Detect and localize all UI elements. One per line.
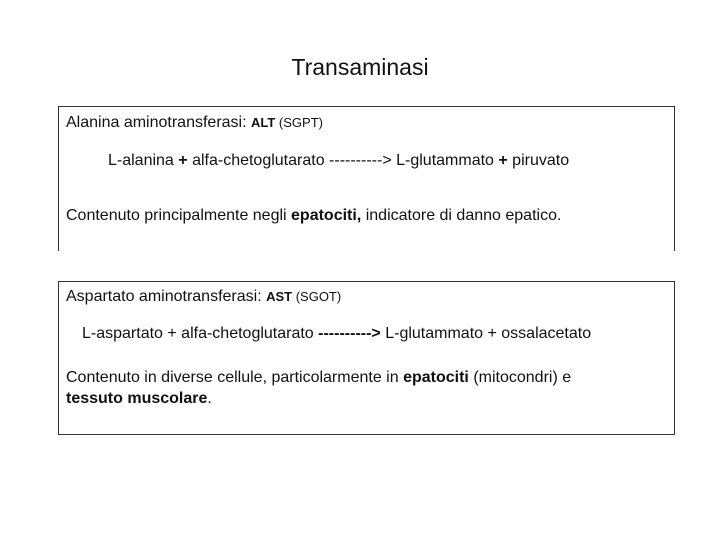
ast-substrate: L-aspartato <box>82 325 163 342</box>
ast-box <box>58 281 675 435</box>
alt-alt-abbreviation: (SGPT) <box>275 115 323 130</box>
alt-product-2: piruvato <box>512 152 570 169</box>
alt-desc-suffix: indicatore di danno epatico. <box>361 207 562 224</box>
alt-reaction <box>108 151 569 171</box>
alt-product-1: L-glutammato <box>396 152 494 169</box>
slide-title: Transaminasi <box>291 54 429 80</box>
alt-enzyme-name: Alanina aminotransferasi: <box>66 114 251 131</box>
alt-description <box>66 206 561 226</box>
alt-plus-2: + <box>493 152 513 169</box>
ast-desc-suffix: (mitocondri) e <box>468 369 572 386</box>
ast-heading <box>66 287 341 307</box>
ast-desc-cells: epatociti <box>403 369 469 386</box>
ast-description-line-2 <box>66 389 212 409</box>
ast-alt-abbreviation: (SGOT) <box>292 289 342 304</box>
ast-desc-tissue: tessuto muscolare <box>66 390 208 407</box>
alt-abbreviation: ALT <box>250 115 276 130</box>
alt-substrate: L-alanina <box>108 152 174 169</box>
ast-plus-1: + <box>162 325 182 342</box>
ast-reaction <box>82 324 591 344</box>
alt-heading <box>66 113 323 133</box>
ast-arrow: ----------> <box>313 325 386 342</box>
ast-desc-prefix: Contenuto in diverse cellule, particolarmente in <box>66 369 404 386</box>
alt-plus-1: + <box>173 152 193 169</box>
ast-desc-end: . <box>207 390 212 407</box>
ast-product-2: ossalacetato <box>501 325 592 342</box>
alt-cosubstrate: alfa-chetoglutarato <box>192 152 325 169</box>
ast-enzyme-name: Aspartato aminotransferasi: <box>66 288 267 305</box>
alt-desc-prefix: Contenuto principalmente negli <box>66 207 292 224</box>
alt-box <box>58 106 675 251</box>
ast-plus-2: + <box>483 325 502 342</box>
ast-abbreviation: AST <box>266 289 293 304</box>
alt-arrow: ----------> <box>324 152 397 169</box>
alt-desc-cells: epatociti, <box>291 207 362 224</box>
ast-cosubstrate: alfa-chetoglutarato <box>181 325 314 342</box>
ast-description-line-1 <box>66 368 571 388</box>
ast-product-1: L-glutammato <box>385 325 484 342</box>
